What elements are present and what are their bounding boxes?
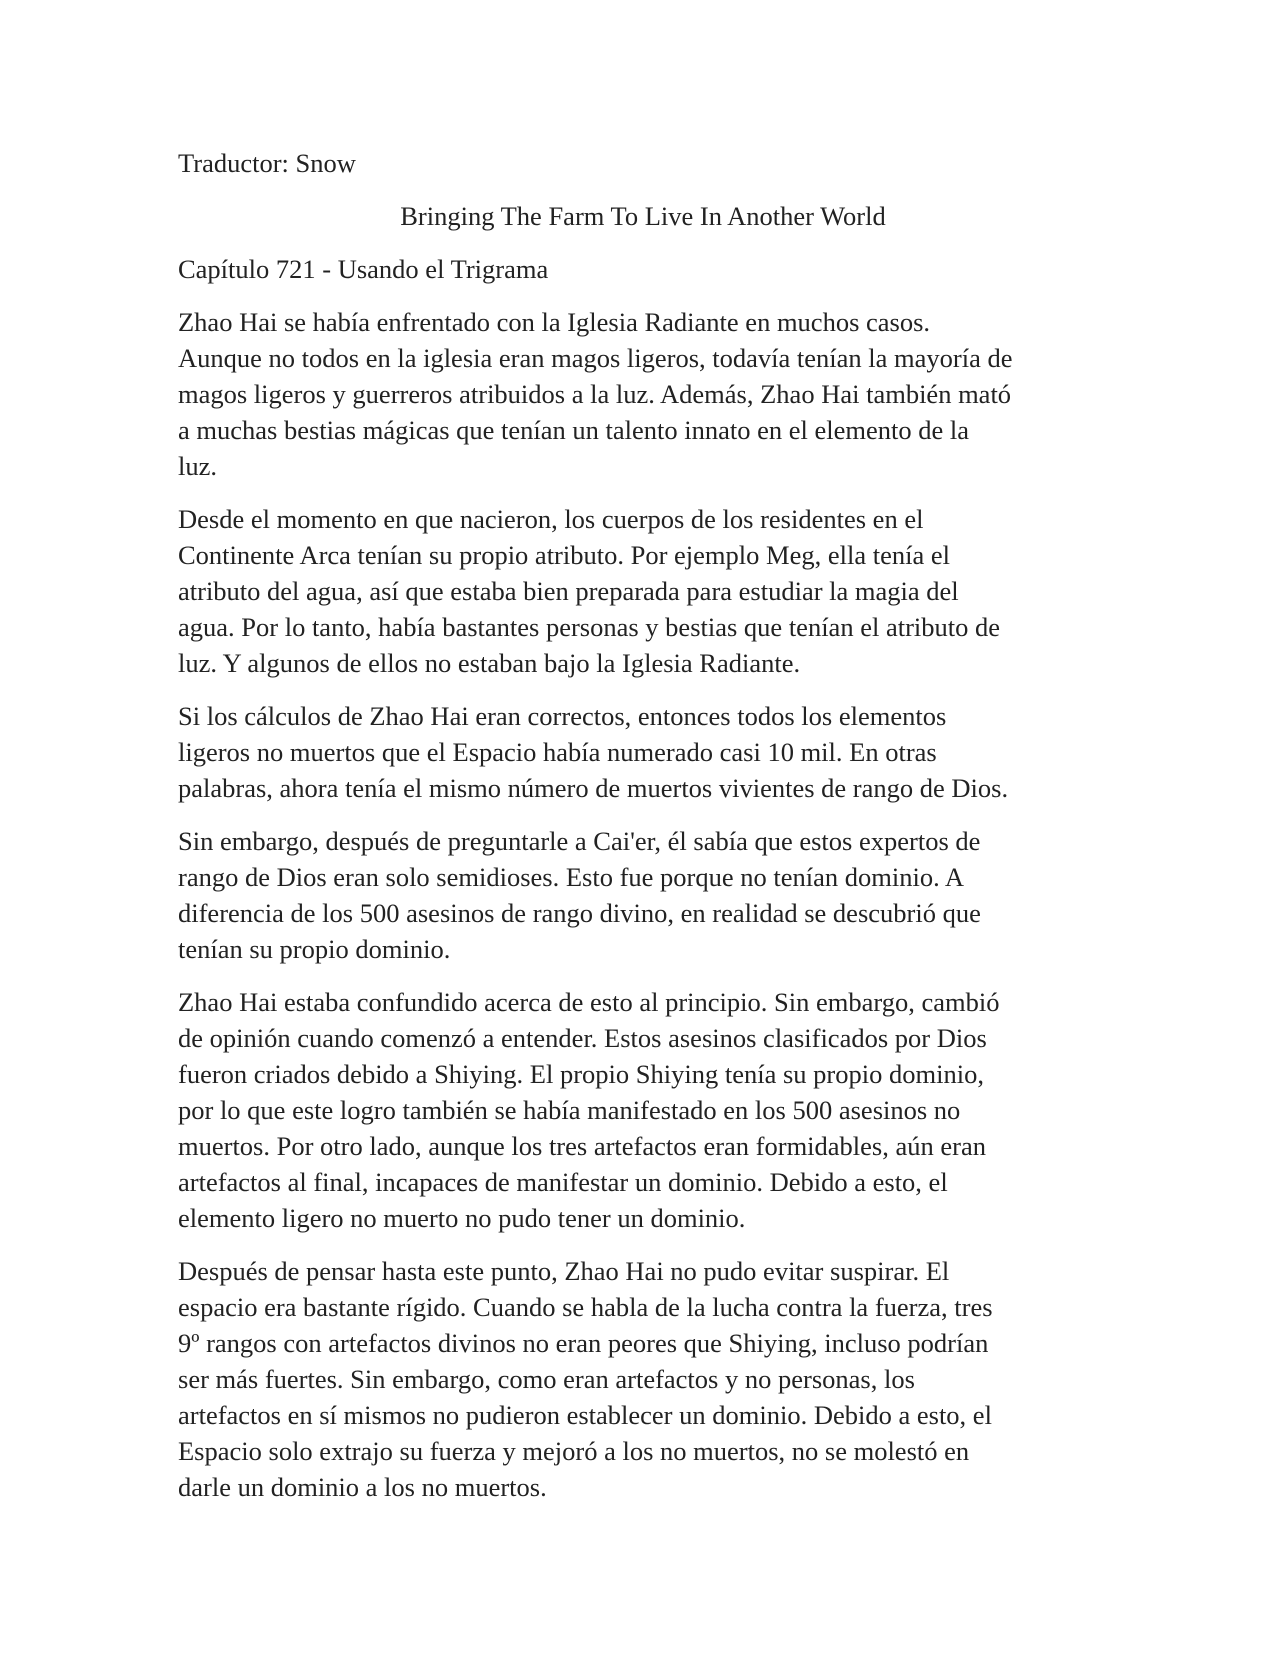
paragraph-1 xyxy=(178,304,1108,484)
paragraph-line: Espacio solo extrajo su fuerza y mejoró a los no muertos, no se molestó en xyxy=(178,1436,970,1466)
translator-credit: Traductor: Snow xyxy=(178,148,356,178)
paragraph-line: Si los cálculos de Zhao Hai eran correctos, entonces todos los elementos xyxy=(178,701,947,731)
paragraph-line: artefactos en sí mismos no pudieron establecer un dominio. Debido a esto, el xyxy=(178,1400,992,1430)
paragraph-line: atributo del agua, así que estaba bien preparada para estudiar la magia del xyxy=(178,576,959,606)
paragraph-line: rango de Dios eran solo semidioses. Esto fue porque no tenían dominio. A xyxy=(178,862,965,892)
paragraph-line: magos ligeros y guerreros atribuidos a la luz. Además, Zhao Hai también mató xyxy=(178,379,1012,409)
paragraph-line: Zhao Hai estaba confundido acerca de esto al principio. Sin embargo, cambió xyxy=(178,987,1000,1017)
paragraph-line: ser más fuertes. Sin embargo, como eran artefactos y no personas, los xyxy=(178,1364,915,1394)
paragraph-line: Continente Arca tenían su propio atributo. Por ejemplo Meg, ella tenía el xyxy=(178,540,950,570)
document-body xyxy=(178,145,1108,1505)
paragraph-line: diferencia de los 500 asesinos de rango divino, en realidad se descubrió que xyxy=(178,898,981,928)
paragraph-line: agua. Por lo tanto, había bastantes personas y bestias que tenían el atributo de xyxy=(178,612,1001,642)
paragraph-line: Desde el momento en que nacieron, los cuerpos de los residentes en el xyxy=(178,504,924,534)
paragraph-line: artefactos al final, incapaces de manifestar un dominio. Debido a esto, el xyxy=(178,1167,948,1197)
paragraph-line: Después de pensar hasta este punto, Zhao Hai no pudo evitar suspirar. El xyxy=(178,1256,950,1286)
paragraph-line: tenían su propio dominio. xyxy=(178,934,451,964)
paragraph-line: 9º rangos con artefactos divinos no eran peores que Shiying, incluso podrían xyxy=(178,1328,989,1358)
novel-title: Bringing The Farm To Live In Another World xyxy=(400,201,886,231)
paragraph-line: por lo que este logro también se había manifestado en los 500 asesinos no xyxy=(178,1095,961,1125)
paragraph-line: palabras, ahora tenía el mismo número de muertos vivientes de rango de Dios. xyxy=(178,773,1009,803)
paragraph-line: muertos. Por otro lado, aunque los tres artefactos eran formidables, aún eran xyxy=(178,1131,986,1161)
paragraph-line: Sin embargo, después de preguntarle a Cai'er, él sabía que estos expertos de xyxy=(178,826,981,856)
paragraph-line: Aunque no todos en la iglesia eran magos ligeros, todavía tenían la mayoría de xyxy=(178,343,1013,373)
paragraph-6 xyxy=(178,1253,1108,1505)
paragraph-line: de opinión cuando comenzó a entender. Estos asesinos clasificados por Dios xyxy=(178,1023,987,1053)
paragraph-line: elemento ligero no muerto no pudo tener un dominio. xyxy=(178,1203,746,1233)
paragraph-4 xyxy=(178,823,1108,967)
paragraph-line: fueron criados debido a Shiying. El propio Shiying tenía su propio dominio, xyxy=(178,1059,984,1089)
paragraph-line: ligeros no muertos que el Espacio había numerado casi 10 mil. En otras xyxy=(178,737,937,767)
paragraph-3 xyxy=(178,698,1108,806)
paragraph-5 xyxy=(178,984,1108,1236)
paragraph-line: darle un dominio a los no muertos. xyxy=(178,1472,547,1502)
paragraph-line: espacio era bastante rígido. Cuando se habla de la lucha contra la fuerza, tres xyxy=(178,1292,993,1322)
paragraph-line: luz. xyxy=(178,451,217,481)
paragraph-line: Zhao Hai se había enfrentado con la Iglesia Radiante en muchos casos. xyxy=(178,307,931,337)
paragraph-line: luz. Y algunos de ellos no estaban bajo la Iglesia Radiante. xyxy=(178,648,801,678)
chapter-heading: Capítulo 721 - Usando el Trigrama xyxy=(178,254,549,284)
paragraph-2 xyxy=(178,501,1108,681)
paragraph-line: a muchas bestias mágicas que tenían un talento innato en el elemento de la xyxy=(178,415,970,445)
